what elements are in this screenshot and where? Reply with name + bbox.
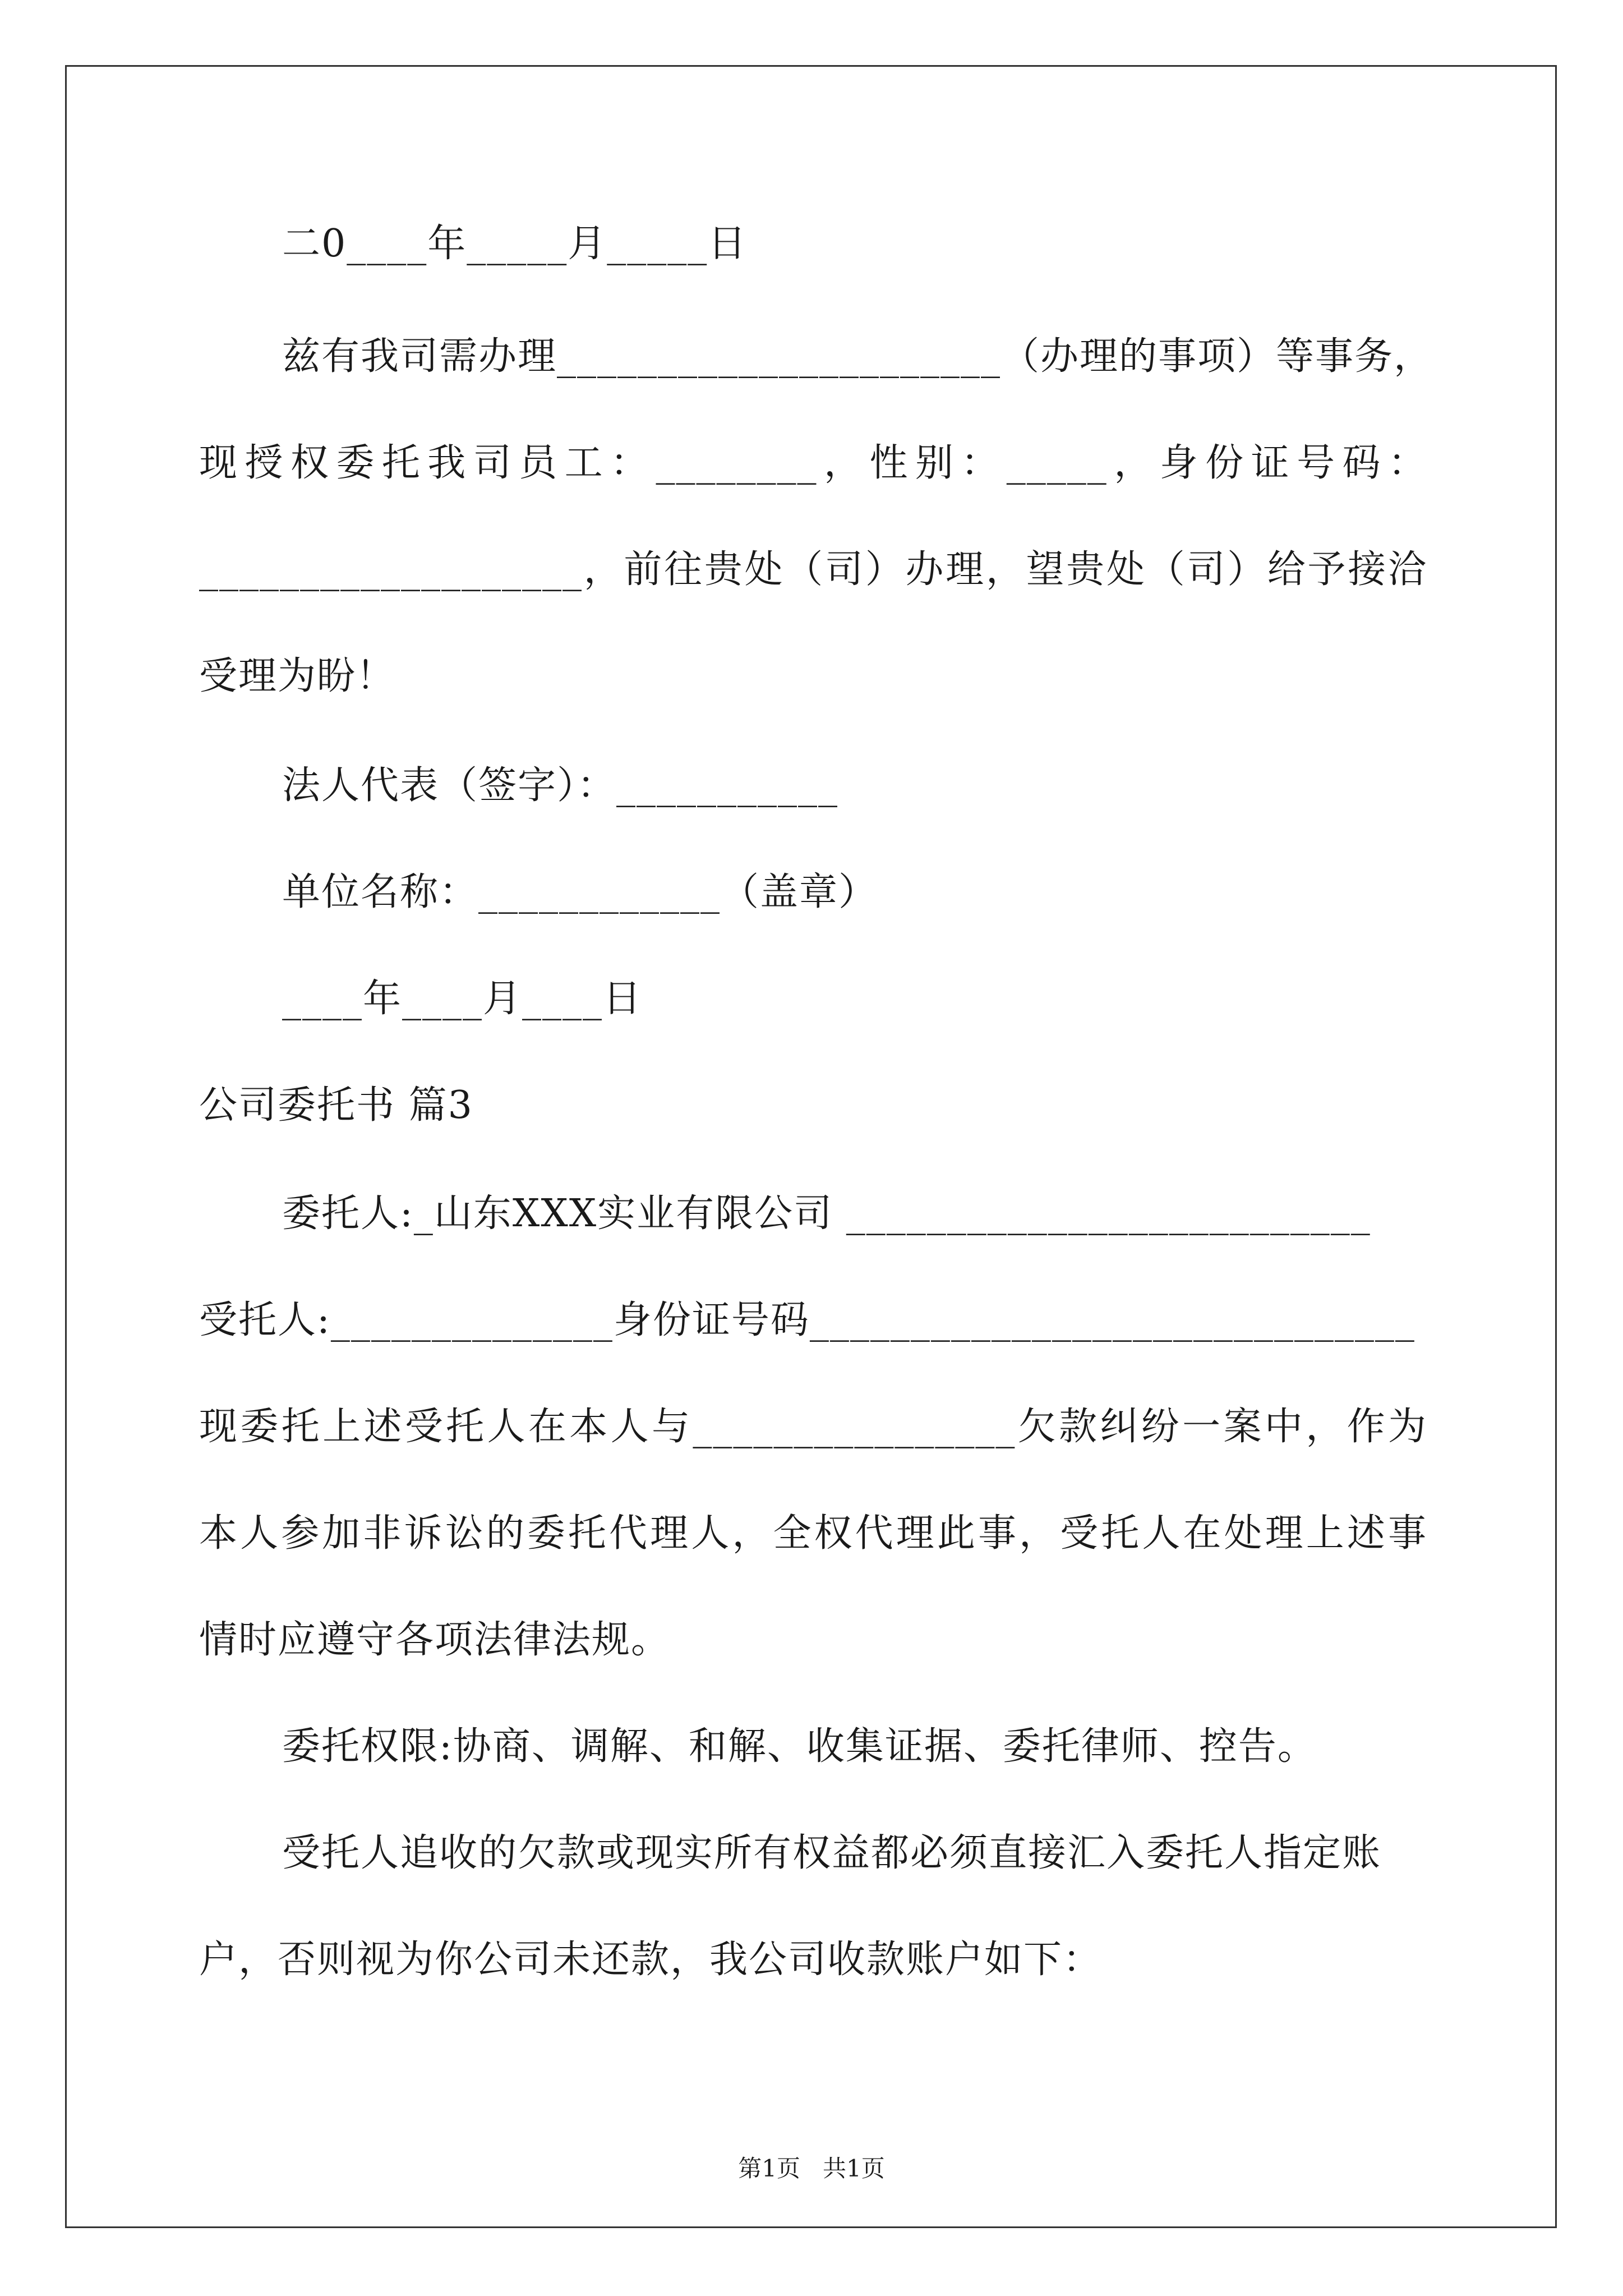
section-heading: 公司委托书 篇3 [199, 1083, 473, 1128]
date-line: 二0____年_____月_____日 [282, 222, 748, 266]
paragraph-line: 受理为盼！ [199, 654, 396, 698]
paragraph-line: 现授权委托我司员工：________，性别：_____，身份证号码： [199, 441, 1427, 485]
paragraph-line: 受托人追收的欠款或现实所有权益都必须直接汇入委托人指定账 [282, 1831, 1382, 1875]
unit-name-line: 单位名称：____________（盖章） [282, 870, 878, 914]
date-line: ____年____月____日 [282, 977, 643, 1021]
legal-rep-signature-line: 法人代表（签字）：___________ [282, 763, 839, 808]
paragraph-line: 户，否则视为你公司未还款，我公司收款账户如下： [199, 1938, 1103, 1982]
authority-line: 委托权限:协商、调解、和解、收集证据、委托律师、控告。 [282, 1724, 1317, 1769]
paragraph-line: 现委托上述受托人在本人与________________欠款纠纷一案中，作为 [199, 1405, 1427, 1449]
paragraph-line: ___________________，前往贵处（司）办理，望贵处（司）给予接洽 [199, 547, 1427, 592]
paragraph-line: 兹有我司需办理______________________（办理的事项）等事务， [282, 334, 1433, 379]
page-footer: 第1页 共1页 [738, 2155, 885, 2182]
page-border [65, 65, 1557, 2228]
paragraph-line: 情时应遵守各项法律法规。 [199, 1618, 671, 1662]
agent-line: 受托人:______________身份证号码______________________________ [199, 1298, 1415, 1342]
paragraph-line: 本人参加非诉讼的委托代理人，全权代理此事，受托人在处理上述事 [199, 1511, 1427, 1556]
principal-line: 委托人:_山东XXX实业有限公司 __________________________ [282, 1191, 1371, 1236]
